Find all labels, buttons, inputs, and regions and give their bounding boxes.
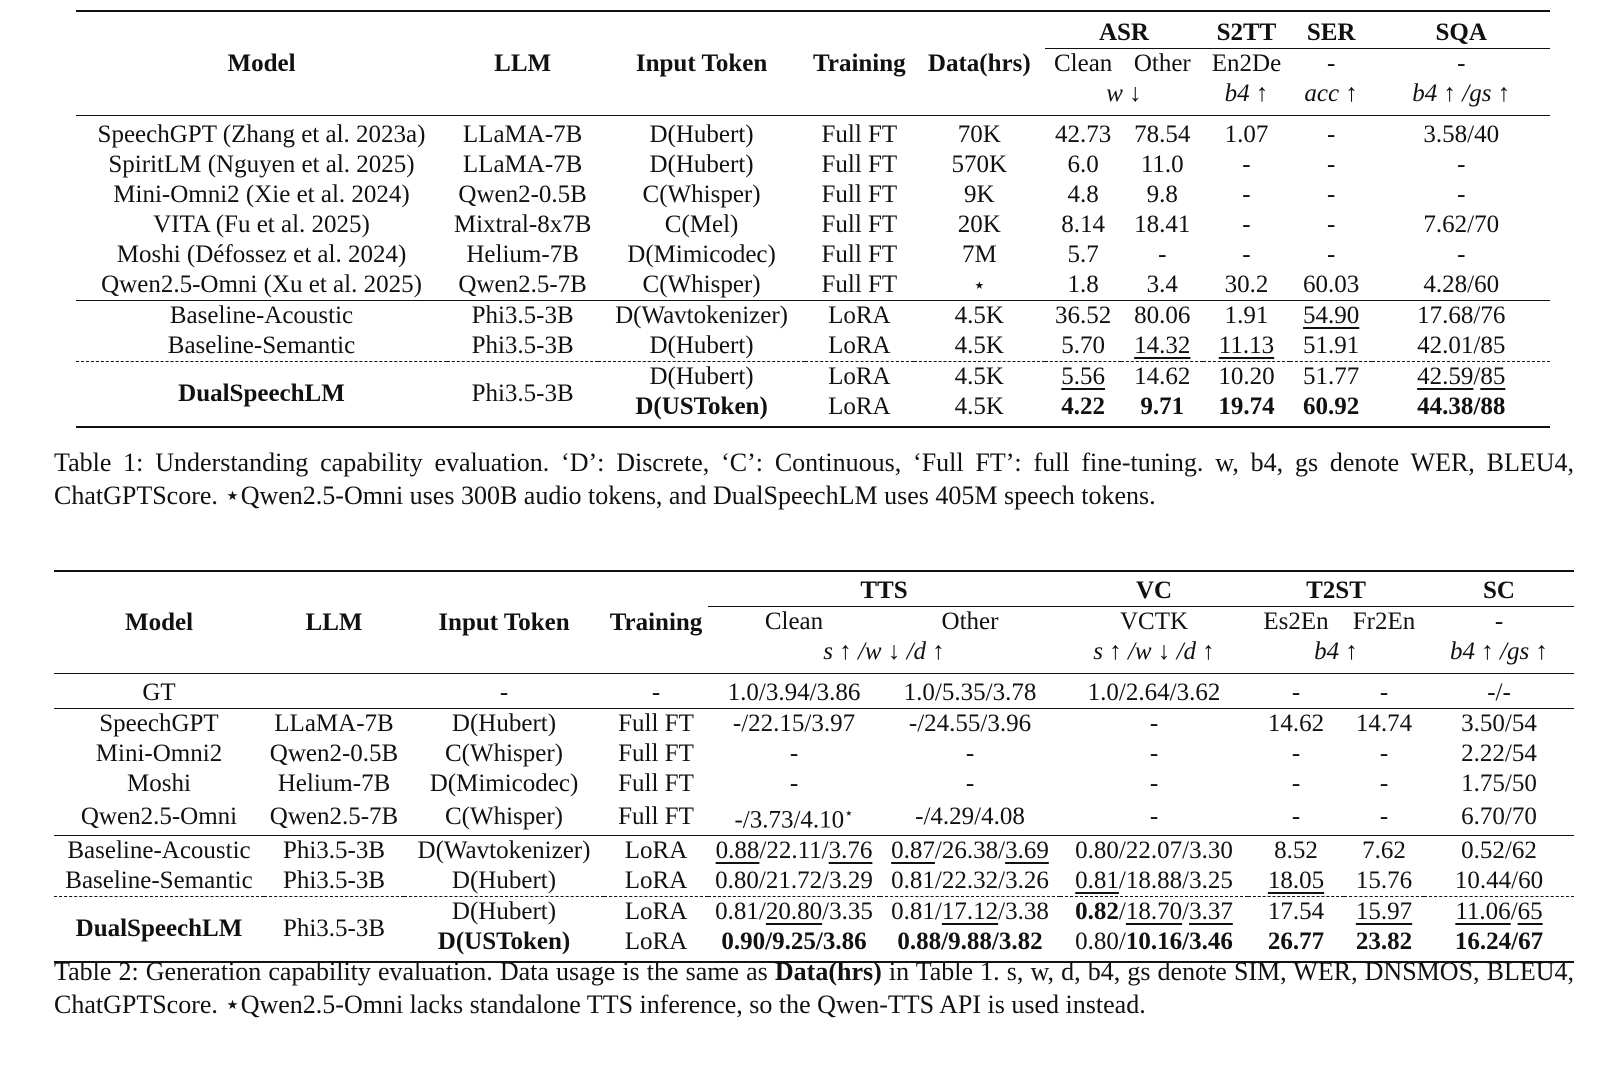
cell-model: Baseline-Semantic xyxy=(167,332,356,359)
table-row xyxy=(54,799,1574,836)
cell-sqa: 4.28/60 xyxy=(1423,271,1500,298)
cell-tts-clean: 1.0/3.94/3.86 xyxy=(708,674,880,709)
cell-sc: 2.22/54 xyxy=(1461,740,1537,767)
cell-training: LoRA xyxy=(805,301,914,332)
col-header-input-token: Input Token xyxy=(404,571,604,674)
cell-model: SpeechGPT (Zhang et al. 2023a) xyxy=(76,116,447,151)
cell-training: Full FT xyxy=(604,709,708,740)
cell-sc: 6.70/70 xyxy=(1461,803,1537,831)
cell-training: Full FT xyxy=(618,770,694,797)
cell-fr2en: - xyxy=(1379,770,1389,797)
cell-sqa: - xyxy=(1457,241,1466,268)
table-row xyxy=(54,739,1574,769)
cell-clean: 5.56 xyxy=(1061,363,1106,390)
cell-sc: 10.44/60 xyxy=(1454,867,1544,895)
cell-token: D(Mimicodec) xyxy=(627,241,776,268)
cell-model: GT xyxy=(54,674,264,709)
cell-ser: - xyxy=(1326,211,1336,238)
cell-training: LoRA xyxy=(604,897,708,928)
cell-other: 14.32 xyxy=(1134,332,1191,359)
col-header-data: Data(hrs) xyxy=(914,11,1045,116)
col-header-model: Model xyxy=(54,571,264,674)
cell-fr2en: - xyxy=(1379,740,1389,767)
cell-sc: 3.50/54 xyxy=(1424,709,1574,740)
col-header-input-token: Input Token xyxy=(598,11,805,116)
cell-clean: 5.7 xyxy=(1067,241,1099,268)
cell-data: 4.5K xyxy=(914,392,1045,427)
col-header-sc: SC xyxy=(1424,571,1574,607)
table-row xyxy=(76,150,1550,180)
cell-tts-other: - xyxy=(965,740,975,767)
cell-vc-d: 3.37 xyxy=(1189,898,1233,926)
cell-s2tt: - xyxy=(1242,181,1251,208)
cell-model: Qwen2.5-Omni (Xu et al. 2025) xyxy=(101,271,422,298)
table-row xyxy=(54,769,1574,799)
cell-sqa: - xyxy=(1457,151,1466,178)
cell-token: C(Whisper) xyxy=(444,803,564,831)
cell-vc: - xyxy=(1060,709,1248,740)
cell-s2tt: 11.13 xyxy=(1218,332,1275,359)
cell-clean: 4.22 xyxy=(1045,392,1122,427)
cell-fr2en: 15.97 xyxy=(1355,898,1413,926)
cell-tts-other-s: 0.87 xyxy=(891,837,935,865)
cell-tts-clean-w: 20.80 xyxy=(765,898,823,926)
metric-s2tt: b4 ↑ xyxy=(1224,80,1269,107)
cell-token: D(Hubert) xyxy=(404,897,604,928)
cell-llm: Helium-7B xyxy=(466,241,579,268)
cell-tts-clean: 0.90/9.25/3.86 xyxy=(708,927,880,962)
cell-tts-clean-d: /3.35 xyxy=(822,898,873,926)
table-2 xyxy=(54,570,1574,963)
cell-training: Full FT xyxy=(821,211,898,238)
cell-other: 11.0 xyxy=(1140,151,1184,178)
cell-data: 4.5K xyxy=(954,332,1004,359)
cell-s2tt: 1.91 xyxy=(1203,301,1290,332)
cell-es2en: 18.05 xyxy=(1267,867,1325,895)
cell-tts-other: -/24.55/3.96 xyxy=(880,709,1060,740)
cell-tts-clean: - xyxy=(789,770,799,797)
col-sub-ser: - xyxy=(1326,50,1336,77)
col-header-llm: LLM xyxy=(264,571,404,674)
cell-other: 18.41 xyxy=(1134,211,1191,238)
cell-token: D(Hubert) xyxy=(598,362,805,393)
cell-other: 14.62 xyxy=(1121,362,1203,393)
cell-model: SpeechGPT xyxy=(54,709,264,740)
table-row xyxy=(76,210,1550,240)
table-row xyxy=(76,240,1550,270)
cell-llm: Mixtral-8x7B xyxy=(453,211,592,238)
cell-vc: 0.80/22.07/3.30 xyxy=(1060,836,1248,867)
cell-fr2en: - xyxy=(1379,803,1389,831)
col-sub-clean: Clean xyxy=(1053,50,1113,77)
cell-vc: - xyxy=(1149,740,1159,767)
cell-sqa: 7.62/70 xyxy=(1423,211,1500,238)
cell-token: D(Hubert) xyxy=(404,709,604,740)
cell-llm xyxy=(264,674,404,709)
cell-sc: 0.52/62 xyxy=(1424,836,1574,867)
cell-training: LoRA xyxy=(604,927,708,962)
cell-fr2en: 23.82 xyxy=(1344,927,1424,962)
cell-llm: LLaMA-7B xyxy=(462,151,583,178)
cell-data: 70K xyxy=(914,116,1045,151)
cell-tts-other-w: 17.12 xyxy=(941,898,999,926)
cell-tts-other: 1.0/5.35/3.78 xyxy=(880,674,1060,709)
cell-sc-bleu: 11.06 xyxy=(1455,898,1511,926)
cell-llm: Phi3.5-3B xyxy=(447,362,598,428)
cell-llm: Phi3.5-3B xyxy=(447,301,598,332)
cell-training: Full FT xyxy=(805,116,914,151)
cell-sc-gs: 65 xyxy=(1517,898,1543,926)
cell-model: Baseline-Semantic xyxy=(65,867,253,895)
cell-token: D(Hubert) xyxy=(598,116,805,151)
cell-fr2en: 15.76 xyxy=(1355,867,1413,895)
table-row xyxy=(54,674,1574,709)
cell-training: Full FT xyxy=(821,241,898,268)
col-sub-fr2en: Fr2En xyxy=(1352,608,1416,635)
cell-model: Mini-Omni2 (Xie et al. 2024) xyxy=(113,181,410,208)
cell-es2en: - xyxy=(1248,674,1344,709)
table-1-caption: Table 1: Understanding capability evaluation. ‘D’: Discrete, ‘C’: Continuous, ‘Full FT’: full fine-tuning. w, b4, gs denote WER, BLEU4, ChatGPTScore. ⋆Qwen2.5-Omni uses 300B audio tokens, and DualSpeechLM uses 405M speech tokens. xyxy=(54,448,1574,510)
col-sub-vctk: VCTK xyxy=(1119,608,1189,635)
cell-sqa-bleu: 42.59 xyxy=(1417,363,1474,390)
cell-llm: Phi3.5-3B xyxy=(264,836,404,867)
col-sub-other: Other xyxy=(1133,50,1191,77)
cell-model: Baseline-Acoustic xyxy=(76,301,447,332)
star-mark: ⋆ xyxy=(844,806,854,822)
cell-ser: - xyxy=(1326,241,1336,268)
cell-llm: Phi3.5-3B xyxy=(282,867,386,895)
cell-training: Full FT xyxy=(821,181,898,208)
col-header-vc: VC xyxy=(1060,571,1248,607)
cell-token: D(Wavtokenizer) xyxy=(598,301,805,332)
cell-llm: Qwen2.5-7B xyxy=(269,803,399,831)
cell-vc-rest: 10.16/3.46 xyxy=(1125,928,1233,956)
cell-ser: - xyxy=(1326,151,1336,178)
cell-llm: Qwen2.5-7B xyxy=(458,271,587,298)
cell-llm: LLaMA-7B xyxy=(447,116,598,151)
cell-token: C(Whisper) xyxy=(444,740,564,767)
cell-vc-rest: /18.88/3.25 xyxy=(1118,867,1233,895)
col-header-llm: LLM xyxy=(447,11,598,116)
col-sub-sc: - xyxy=(1494,608,1504,635)
cell-training: - xyxy=(604,674,708,709)
cell-ser: - xyxy=(1290,116,1373,151)
cell-fr2en: - xyxy=(1344,674,1424,709)
metric-tts: s ↑ /w ↓ /d ↑ xyxy=(823,638,945,665)
cell-training: Full FT xyxy=(618,740,694,767)
table-row xyxy=(76,270,1550,301)
table-row xyxy=(54,709,1574,740)
cell-token: - xyxy=(404,674,604,709)
cell-token: C(Whisper) xyxy=(642,181,761,208)
cell-training: LoRA xyxy=(624,867,688,895)
cell-tts-clean-w: 22.11 xyxy=(766,837,822,865)
cell-training: Full FT xyxy=(821,151,898,178)
cell-vc-w: 18.70 xyxy=(1125,898,1183,926)
cell-sqa: - xyxy=(1457,181,1466,208)
cell-fr2en: 7.62 xyxy=(1344,836,1424,867)
caption-text: Table 2: Generation capability evaluation. Data usage is the same as xyxy=(54,957,775,986)
cell-token: D(USToken) xyxy=(404,927,604,962)
cell-model: Moshi xyxy=(127,770,191,797)
cell-token: D(USToken) xyxy=(598,392,805,427)
cell-clean: 4.8 xyxy=(1067,181,1099,208)
cell-ser: 51.91 xyxy=(1303,332,1360,359)
cell-llm: Qwen2-0.5B xyxy=(458,181,587,208)
cell-tts-other: - xyxy=(965,770,975,797)
col-header-asr: ASR xyxy=(1045,11,1203,49)
cell-es2en: - xyxy=(1291,803,1301,831)
col-sub-sqa: - xyxy=(1457,50,1466,77)
cell-llm: Qwen2-0.5B xyxy=(269,740,399,767)
table-row xyxy=(76,331,1550,362)
table-row xyxy=(54,866,1574,897)
cell-clean: 1.8 xyxy=(1067,271,1099,298)
cell-tts-clean-d: 3.76 xyxy=(828,837,873,865)
cell-s2tt: 10.20 xyxy=(1203,362,1290,393)
cell-es2en: 14.62 xyxy=(1248,709,1344,740)
col-header-t2st: T2ST xyxy=(1248,571,1424,607)
table-row: DualSpeechLM Phi3.5-3B D(Hubert) LoRA 4.5K 5.56 14.62 10.20 51.77 42.59/85 xyxy=(76,362,1550,393)
cell-llm: Phi3.5-3B xyxy=(471,332,574,359)
cell-vc-s: 0.81 xyxy=(1075,867,1119,895)
cell-model: Baseline-Acoustic xyxy=(54,836,264,867)
cell-clean: 42.73 xyxy=(1045,116,1122,151)
cell-sc: 16.24/67 xyxy=(1424,927,1574,962)
cell-sc: 1.75/50 xyxy=(1461,770,1537,797)
cell-es2en: - xyxy=(1291,740,1301,767)
caption-text: in Table 1. s, w, d, b4, gs denote SIM, WER, DNSMOS, BLEU4, ChatGPTScore. ⋆Qwen2.5-Omni lacks standalone TTS inference, so the Qwen-TTS API is used instead. xyxy=(54,957,1574,1019)
cell-token: D(Hubert) xyxy=(649,151,754,178)
cell-clean: 8.14 xyxy=(1061,211,1106,238)
cell-s2tt: 19.74 xyxy=(1203,392,1290,427)
col-header-ser: SER xyxy=(1290,11,1373,49)
cell-training: LoRA xyxy=(805,392,914,427)
cell-clean: 6.0 xyxy=(1067,151,1099,178)
cell-llm: Phi3.5-3B xyxy=(264,897,404,963)
cell-tts-other-d: 3.69 xyxy=(1005,837,1049,865)
cell-token: D(Mimicodec) xyxy=(429,770,579,797)
cell-tts-clean: - xyxy=(789,740,799,767)
cell-model: Mini-Omni2 xyxy=(95,740,223,767)
cell-model: SpiritLM (Nguyen et al. 2025) xyxy=(108,151,415,178)
cell-token: D(Hubert) xyxy=(451,867,557,895)
cell-clean: 5.70 xyxy=(1061,332,1106,359)
metric-asr: w ↓ xyxy=(1106,80,1142,107)
cell-training: LoRA xyxy=(828,332,891,359)
cell-vc-s: 0.80/ xyxy=(1075,928,1126,956)
caption-bold: Data(hrs) xyxy=(774,957,882,986)
cell-es2en: 17.54 xyxy=(1248,897,1344,928)
cell-token: C(Mel) xyxy=(664,211,739,238)
cell-ser: 60.92 xyxy=(1290,392,1373,427)
cell-data: 7M xyxy=(961,241,997,268)
col-header-training: Training xyxy=(604,571,708,674)
metric-t2st: b4 ↑ xyxy=(1314,638,1358,665)
table-row: Baseline-Acoustic Phi3.5-3B D(Wavtokenizer) LoRA 0.88/22.11/3.76 0.87/26.38/3.69 0.80/22.07/3.30 8.52 7.62 0.52/62 xyxy=(54,836,1574,867)
col-sub-es2en: Es2En xyxy=(1263,608,1329,635)
cell-tts-other: 0.88/9.88/3.82 xyxy=(880,927,1060,962)
cell-other: 9.71 xyxy=(1121,392,1203,427)
cell-model: Moshi (Défossez et al. 2024) xyxy=(116,241,407,268)
cell-sqa: 42.01/85 xyxy=(1417,332,1506,359)
col-header-sqa: SQA xyxy=(1372,11,1550,49)
cell-s2tt: - xyxy=(1242,211,1251,238)
cell-tts-clean: -/22.15/3.97 xyxy=(708,709,880,740)
cell-sqa-gs: 85 xyxy=(1480,363,1506,390)
cell-vc: 1.0/2.64/3.62 xyxy=(1060,674,1248,709)
cell-sqa: 17.68/76 xyxy=(1372,301,1550,332)
cell-s2tt: - xyxy=(1242,151,1251,178)
cell-s2tt: 1.07 xyxy=(1203,116,1290,151)
table-2-caption xyxy=(54,955,1574,1021)
col-sub-other: Other xyxy=(941,608,999,635)
col-header-model: Model xyxy=(76,11,447,116)
cell-model: VITA (Fu et al. 2025) xyxy=(153,211,370,238)
cell-vc: - xyxy=(1149,803,1159,831)
cell-s2tt: - xyxy=(1242,241,1251,268)
cell-tts-clean: -/3.73/4.10 xyxy=(734,806,845,834)
col-header-training: Training xyxy=(805,11,914,116)
cell-tts-other-d: /3.38 xyxy=(998,898,1049,926)
col-header-s2tt: S2TT xyxy=(1203,11,1290,49)
cell-tts-clean-s: 0.88 xyxy=(715,837,760,865)
col-header-tts: TTS xyxy=(708,571,1060,607)
cell-es2en: - xyxy=(1291,770,1301,797)
cell-tts-other: -/4.29/4.08 xyxy=(915,803,1025,831)
table-row xyxy=(76,301,1550,332)
cell-llm: Helium-7B xyxy=(277,770,391,797)
cell-model: DualSpeechLM xyxy=(76,362,447,428)
cell-training: Full FT xyxy=(821,271,898,298)
cell-vc: - xyxy=(1149,770,1159,797)
cell-other: 9.8 xyxy=(1146,181,1178,208)
cell-sqa: 44.38/88 xyxy=(1372,392,1550,427)
cell-tts-other-w: 26.38 xyxy=(941,837,999,865)
cell-tts-clean-s: 0.81/ xyxy=(715,898,766,926)
cell-s2tt: 30.2 xyxy=(1224,271,1269,298)
cell-vc-s: 0.82 xyxy=(1075,898,1119,926)
cell-training: LoRA xyxy=(805,362,914,393)
cell-model: Qwen2.5-Omni xyxy=(80,803,238,831)
cell-other: 3.4 xyxy=(1146,271,1178,298)
cell-other: 78.54 xyxy=(1121,116,1203,151)
cell-data: 20K xyxy=(957,211,1001,238)
cell-tts-clean: 0.80/21.72/3.29 xyxy=(715,867,873,895)
cell-training: LoRA xyxy=(604,836,708,867)
cell-training: Full FT xyxy=(618,803,694,831)
cell-data: 9K xyxy=(964,181,995,208)
table-row xyxy=(76,116,1550,151)
cell-tts-other-s: 0.81/ xyxy=(891,898,942,926)
cell-token: C(Whisper) xyxy=(642,271,761,298)
cell-data: 4.5K xyxy=(914,301,1045,332)
cell-ser: 51.77 xyxy=(1290,362,1373,393)
table-1 xyxy=(76,10,1550,428)
col-sub-clean: Clean xyxy=(764,608,824,635)
cell-es2en: 26.77 xyxy=(1248,927,1344,962)
metric-sqa: b4 ↑ /gs ↑ xyxy=(1412,80,1511,107)
cell-model: DualSpeechLM xyxy=(54,897,264,963)
cell-other: - xyxy=(1158,241,1167,268)
cell-data: 570K xyxy=(951,151,1008,178)
metric-ser: acc ↑ xyxy=(1304,80,1358,107)
cell-tts-other: 0.81/22.32/3.26 xyxy=(891,867,1049,895)
cell-es2en: 8.52 xyxy=(1248,836,1344,867)
cell-data: 4.5K xyxy=(914,362,1045,393)
cell-sqa: 3.58/40 xyxy=(1372,116,1550,151)
cell-token: D(Wavtokenizer) xyxy=(404,836,604,867)
cell-ser: - xyxy=(1326,181,1336,208)
cell-clean: 36.52 xyxy=(1045,301,1122,332)
metric-vc: s ↑ /w ↓ /d ↑ xyxy=(1093,638,1215,665)
cell-sc: -/- xyxy=(1424,674,1574,709)
cell-ser: 60.03 xyxy=(1303,271,1360,298)
cell-fr2en: 14.74 xyxy=(1344,709,1424,740)
cell-token: D(Hubert) xyxy=(649,332,754,359)
cell-ser: 54.90 xyxy=(1303,302,1360,329)
metric-sc: b4 ↑ /gs ↑ xyxy=(1450,638,1548,665)
col-sub-en2de: En2De xyxy=(1211,50,1282,77)
cell-llm: LLaMA-7B xyxy=(264,709,404,740)
cell-data: ⋆ xyxy=(972,273,986,297)
table-row: DualSpeechLM Phi3.5-3B D(Hubert) LoRA 0.81/20.80/3.35 0.81/17.12/3.38 0.82/18.70/3.37 17.54 15.97 11.06/65 xyxy=(54,897,1574,928)
table-row xyxy=(76,180,1550,210)
cell-other: 80.06 xyxy=(1121,301,1203,332)
